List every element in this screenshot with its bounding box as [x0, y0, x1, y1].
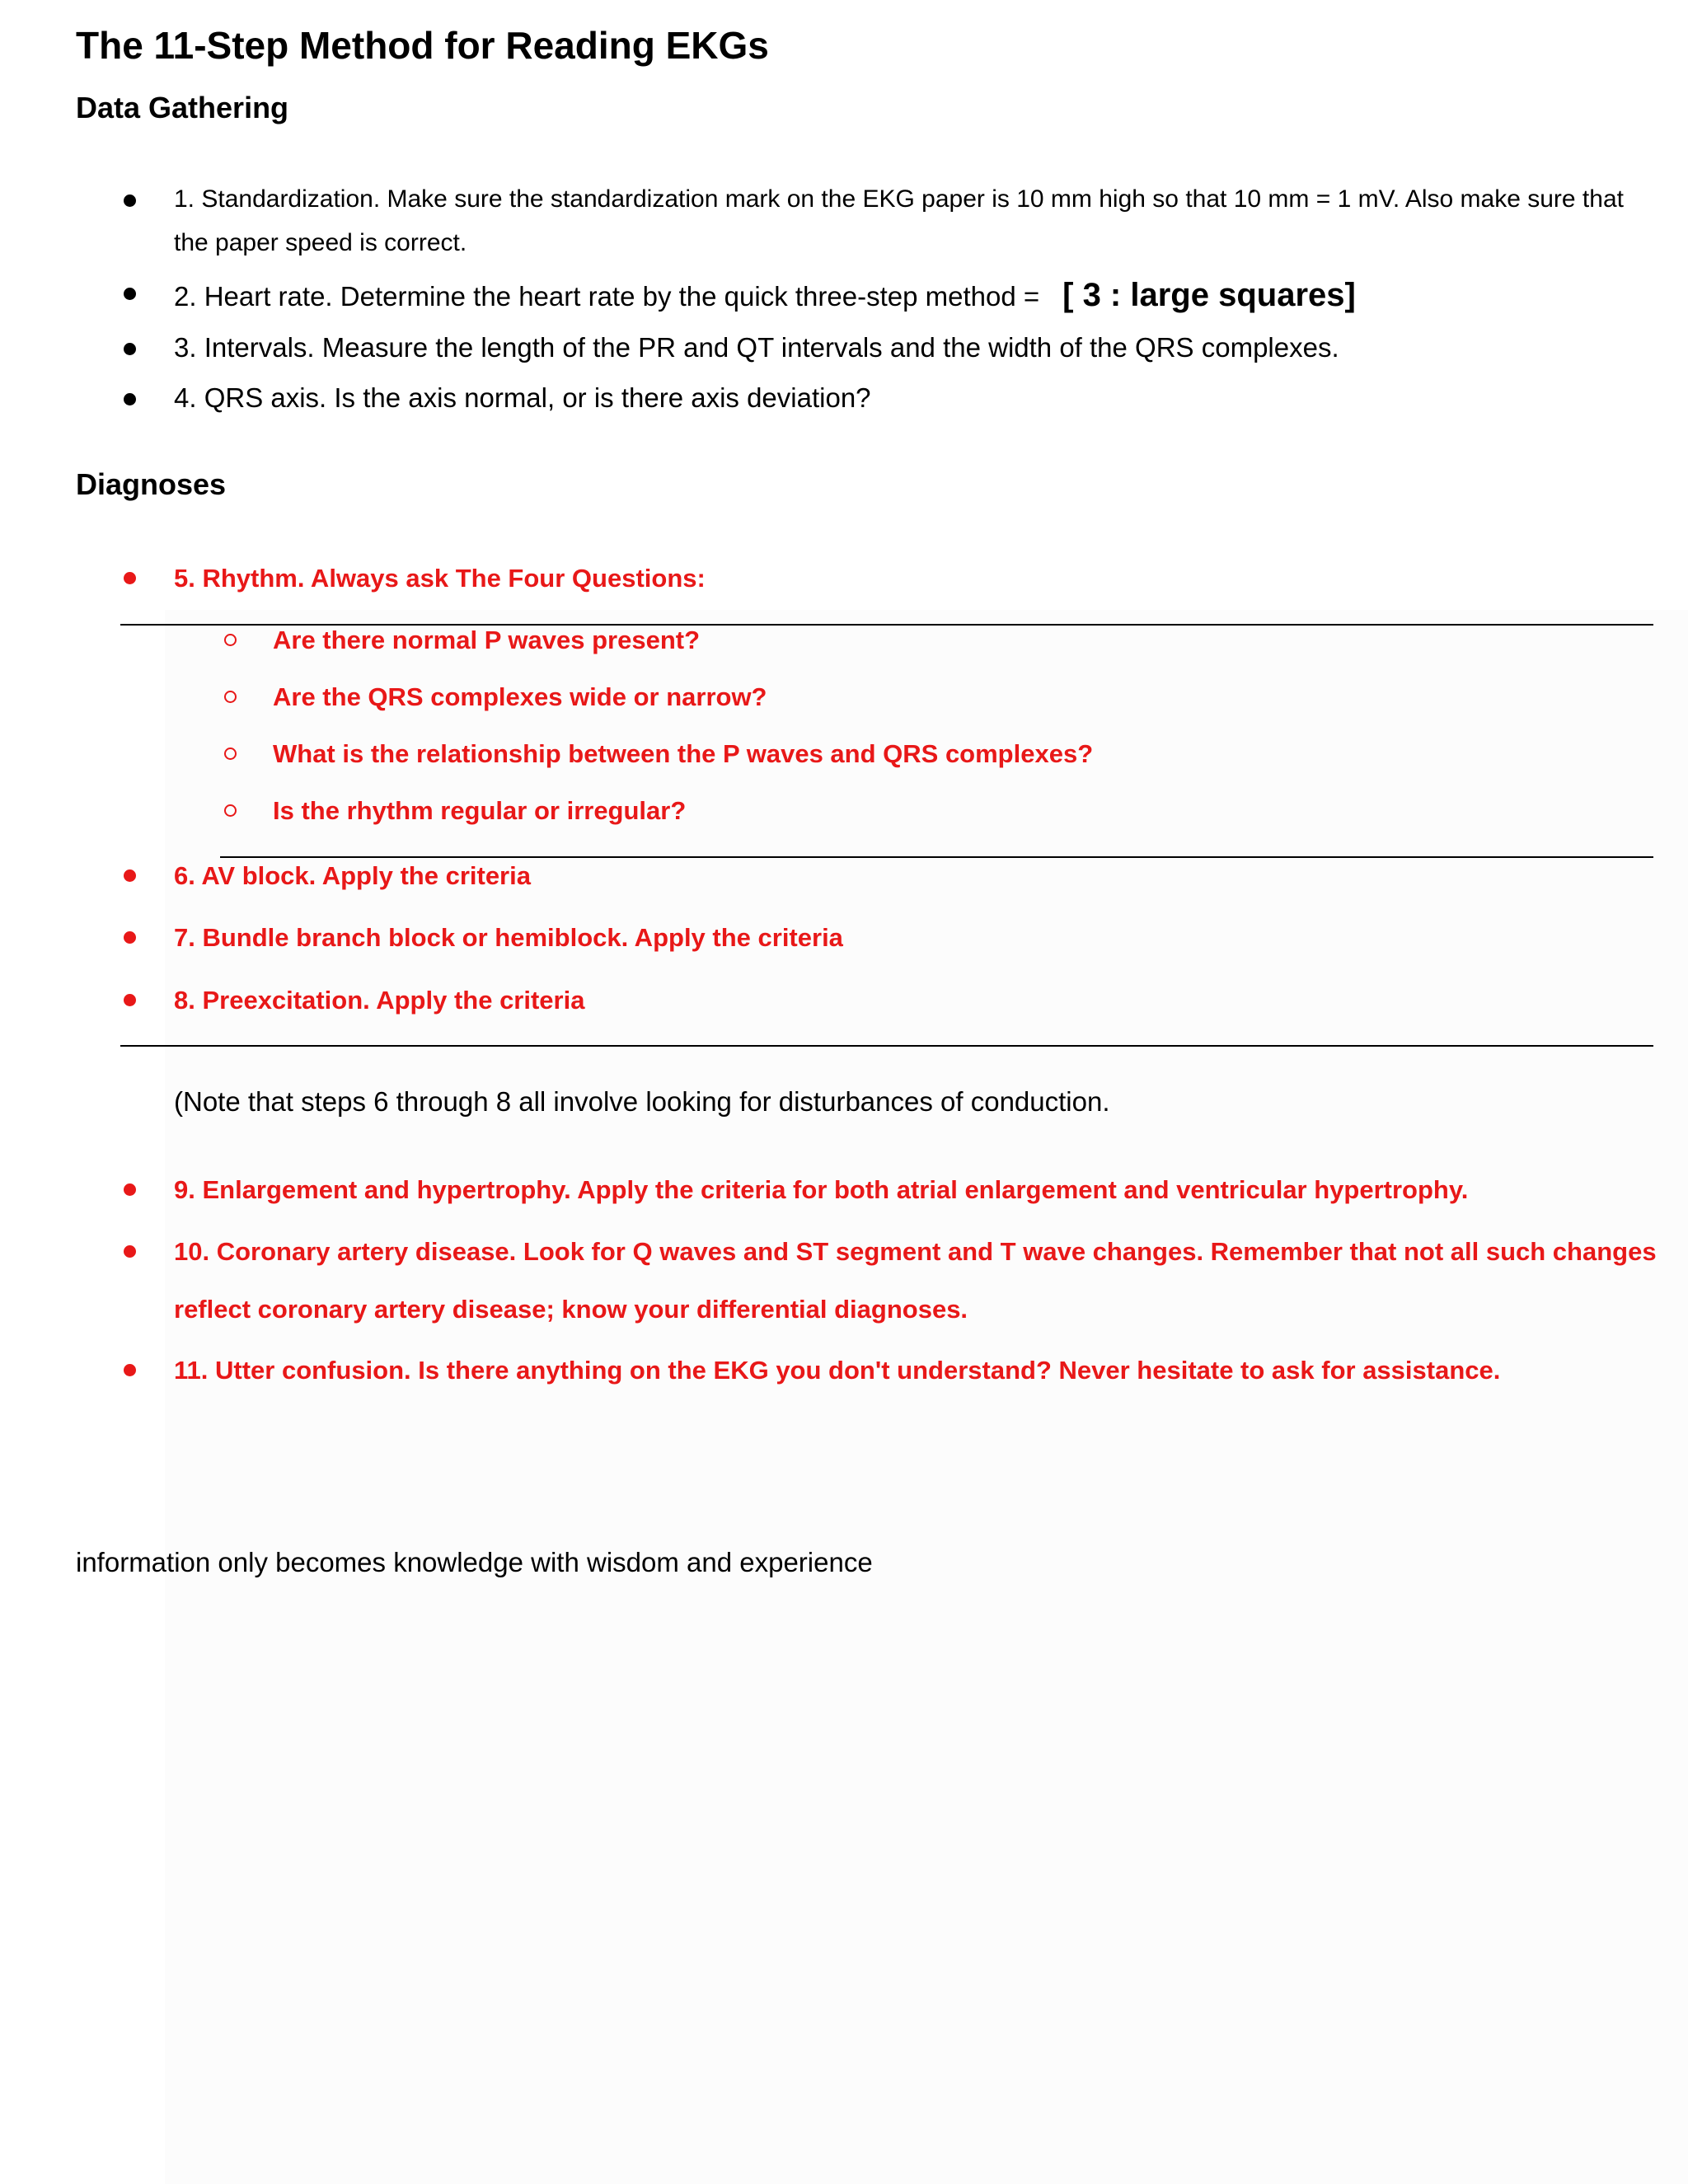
hollow-bullet-icon: [224, 634, 237, 646]
step-1-text-line-2: the paper speed is correct.: [174, 229, 467, 256]
bullet-icon: [124, 1364, 136, 1376]
section-heading-data-gathering: Data Gathering: [76, 91, 289, 124]
step-10-text-line-2: reflect coronary artery disease; know your differential diagnoses.: [174, 1295, 968, 1324]
question-3-text: What is the relationship between the P waves and QRS complexes?: [273, 739, 1094, 768]
step-1-text-line-1: 1. Standardization. Make sure the standardization mark on the EKG paper is 10 mm high so that 10 mm = 1 mV. Also make sure that: [174, 185, 1624, 213]
question-2-text: Are the QRS complexes wide or narrow?: [273, 682, 767, 711]
bullet-icon: [124, 931, 136, 944]
conduction-note: (Note that steps 6 through 8 all involve looking for disturbances of conduction.: [174, 1086, 1110, 1117]
hollow-bullet-icon: [224, 804, 237, 817]
step-11-text: 11. Utter confusion. Is there anything on the EKG you don't understand? Never hesitate to ask for assistance.: [174, 1356, 1501, 1385]
step-3-text: 3. Intervals. Measure the length of the PR and QT intervals and the width of the QRS complexes.: [174, 332, 1339, 363]
question-1-text: Are there normal P waves present?: [273, 626, 701, 654]
bullet-icon: [124, 994, 136, 1006]
horizontal-rule: [120, 1045, 1653, 1047]
step-8-text: 8. Preexcitation. Apply the criteria: [174, 986, 585, 1015]
step-2-label: 2. Heart rate. Determine the heart rate by the quick three-step method =: [174, 281, 1040, 312]
step-9-text: 9. Enlargement and hypertrophy. Apply the criteria for both atrial enlargement and ventricular hypertrophy.: [174, 1175, 1469, 1204]
page-title: The 11-Step Method for Reading EKGs: [76, 24, 769, 67]
bullet-icon: [124, 869, 136, 882]
bullet-icon: [124, 1183, 136, 1196]
step-10-text-line-1: 10. Coronary artery disease. Look for Q waves and ST segment and T wave changes. Remember that not all such changes: [174, 1237, 1657, 1266]
hollow-bullet-icon: [224, 691, 237, 703]
step-7-text: 7. Bundle branch block or hemiblock. Apply the criteria: [174, 923, 843, 952]
hollow-bullet-icon: [224, 748, 237, 760]
step-4-text: 4. QRS axis. Is the axis normal, or is there axis deviation?: [174, 382, 871, 413]
step-6-text: 6. AV block. Apply the criteria: [174, 861, 531, 890]
bullet-icon: [124, 572, 136, 584]
heart-rate-result: [ 3 : large squares]: [1062, 277, 1356, 313]
page-background-shade: [165, 610, 1688, 2184]
horizontal-rule: [220, 856, 1653, 858]
step-5-text: 5. Rhythm. Always ask The Four Questions:: [174, 564, 706, 593]
section-heading-diagnoses: Diagnoses: [76, 467, 227, 501]
bullet-icon: [124, 1245, 136, 1258]
bullet-icon: [124, 393, 136, 405]
bullet-icon: [124, 194, 136, 207]
step-2-text: [174, 277, 1356, 314]
bullet-icon: [124, 288, 136, 300]
question-4-text: Is the rhythm regular or irregular?: [273, 796, 687, 825]
closing-quote: information only becomes knowledge with wisdom and experience: [76, 1547, 873, 1577]
bullet-icon: [124, 343, 136, 355]
